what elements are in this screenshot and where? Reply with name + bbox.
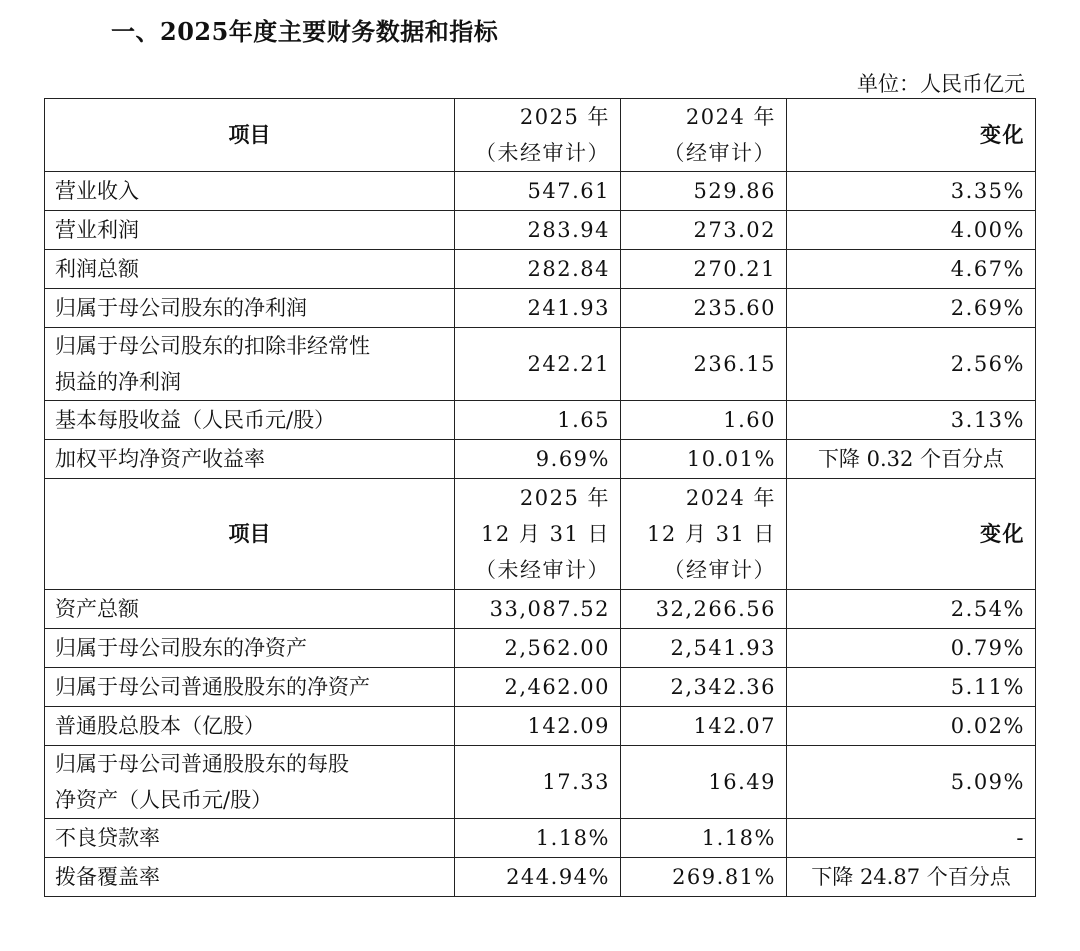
row-change: 下降 0.32 个百分点 [787,440,1036,479]
header-2024-day: 12 月 31 日 [647,522,776,546]
row-value-2024: 270.21 [621,250,787,289]
row-change: 3.13% [787,401,1036,440]
row-value-2024: 2,342.36 [621,668,787,707]
row-change: - [787,819,1036,858]
row-value-2024: 236.15 [621,328,787,401]
row-value-2024: 142.07 [621,707,787,746]
table-row [45,172,1036,211]
header-2024-status: （经审计） [663,558,776,582]
row-value-2025: 241.93 [455,289,621,328]
row-item: 归属于母公司普通股股东的净资产 [45,668,455,707]
row-item-line2: 净资产（人民币元/股） [55,788,273,812]
row-value-2025: 2,562.00 [455,629,621,668]
row-change: 5.09% [787,746,1036,819]
table-row [45,819,1036,858]
row-value-2025: 33,087.52 [455,590,621,629]
header-2025-day: 12 月 31 日 [481,522,610,546]
header-item: 项目 [45,99,455,172]
row-value-2025: 1.18% [455,819,621,858]
row-change: 4.00% [787,211,1036,250]
row-value-2025: 242.21 [455,328,621,401]
row-change: 5.11% [787,668,1036,707]
table-row [45,289,1036,328]
table-row [45,668,1036,707]
header-change: 变化 [787,479,1036,590]
row-value-2025: 142.09 [455,707,621,746]
header-2025-year: 2025 年 [519,105,610,129]
table-row [45,250,1036,289]
row-value-2024: 1.60 [621,401,787,440]
header-2024-date [621,479,787,590]
header-2025-date [455,479,621,590]
table-row [45,590,1036,629]
table-row [45,629,1036,668]
row-value-2025: 283.94 [455,211,621,250]
header-2024-year: 2024 年 [685,486,776,510]
row-change: 0.79% [787,629,1036,668]
table-row [45,211,1036,250]
row-item: 利润总额 [45,250,455,289]
row-item-line1: 归属于母公司股东的扣除非经常性 [55,334,370,358]
row-change: 0.02% [787,707,1036,746]
row-change: 下降 24.87 个百分点 [787,858,1036,897]
row-value-2024: 10.01% [621,440,787,479]
row-value-2025: 282.84 [455,250,621,289]
row-change: 2.69% [787,289,1036,328]
row-value-2025: 244.94% [455,858,621,897]
row-change: 4.67% [787,250,1036,289]
header-2024-year: 2024 年 [685,105,776,129]
row-item: 营业收入 [45,172,455,211]
row-item: 普通股总股本（亿股） [45,707,455,746]
row-item: 归属于母公司股东的净利润 [45,289,455,328]
header-2025-status: （未经审计） [475,141,610,165]
row-item [45,746,455,819]
table-row [45,746,1036,819]
table-row [45,440,1036,479]
row-value-2024: 16.49 [621,746,787,819]
row-change: 2.54% [787,590,1036,629]
table-header-row [45,479,1036,590]
header-2024 [621,99,787,172]
row-value-2024: 529.86 [621,172,787,211]
header-2025 [455,99,621,172]
header-change: 变化 [787,99,1036,172]
table-row [45,707,1036,746]
row-item: 不良贷款率 [45,819,455,858]
unit-label: 单位：人民币亿元 [857,72,1025,96]
row-change: 3.35% [787,172,1036,211]
row-item: 营业利润 [45,211,455,250]
row-value-2024: 1.18% [621,819,787,858]
header-item: 项目 [45,479,455,590]
row-value-2024: 273.02 [621,211,787,250]
header-2025-year: 2025 年 [519,486,610,510]
row-item-line1: 归属于母公司普通股股东的每股 [55,752,349,776]
row-value-2025: 1.65 [455,401,621,440]
row-item-line2: 损益的净利润 [55,370,181,394]
row-item: 加权平均净资产收益率 [45,440,455,479]
table-header-row [45,99,1036,172]
header-2024-status: （经审计） [663,141,776,165]
row-value-2025: 9.69% [455,440,621,479]
row-value-2025: 17.33 [455,746,621,819]
row-value-2024: 235.60 [621,289,787,328]
table-row [45,858,1036,897]
row-item: 归属于母公司股东的净资产 [45,629,455,668]
row-value-2025: 2,462.00 [455,668,621,707]
row-value-2024: 32,266.56 [621,590,787,629]
header-2025-status: （未经审计） [475,558,610,582]
financial-data-table [44,98,1036,897]
row-change: 2.56% [787,328,1036,401]
table-row [45,401,1036,440]
row-value-2024: 269.81% [621,858,787,897]
row-item: 资产总额 [45,590,455,629]
row-value-2025: 547.61 [455,172,621,211]
table-row [45,328,1036,401]
row-item [45,328,455,401]
row-value-2024: 2,541.93 [621,629,787,668]
section-title: 一、2025年度主要财务数据和指标 [111,17,499,46]
row-item: 基本每股收益（人民币元/股） [45,401,455,440]
row-item: 拨备覆盖率 [45,858,455,897]
